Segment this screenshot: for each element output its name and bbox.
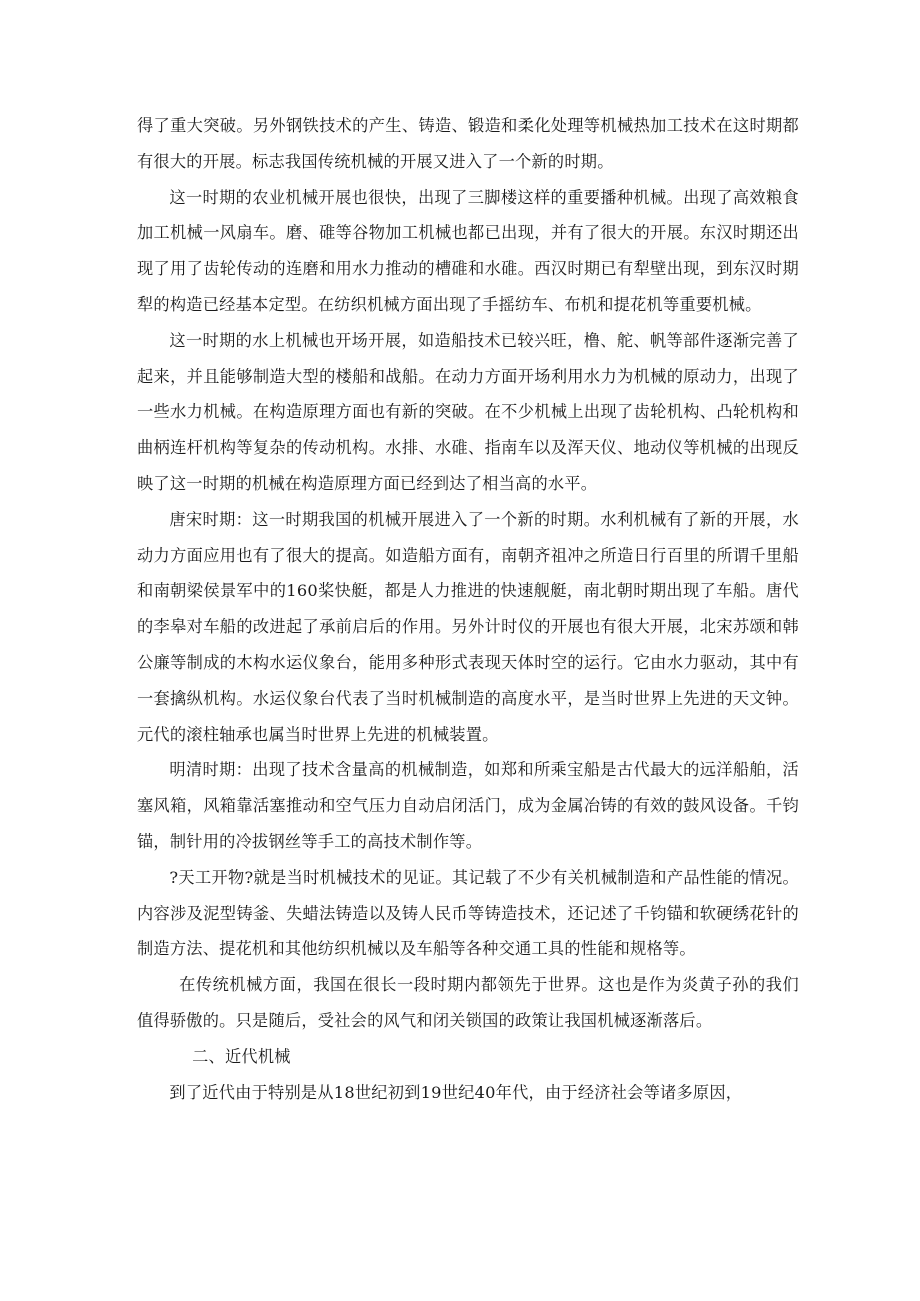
paragraph-summary: 在传统机械方面，我国在很长一段时期内都领先于世界。这也是作为炎黄子孙的我们值得骄傲的。只是随后，受社会的风气和闭关锁国的政策让我国机械逐渐落后。 [137, 975, 799, 1030]
paragraph-continuation: 得了重大突破。另外钢铁技术的产生、铸造、锻造和柔化处理等机械热加工技术在这时期都有很大的开展。标志我国传统机械的开展又进入了一个新的时期。 [137, 116, 799, 171]
paragraph-tang-song: 唐宋时期：这一时期我国的机械开展进入了一个新的时期。水利机械有了新的开展，水动力方面应用也有了很大的提高。如造船方面有，南朝齐祖冲之所造日行百里的所谓千里船和南朝梁侯景军中的160桨快艇，都是人力推进的快速舰艇，南北朝时期出现了车船。唐代的李皋对车船的改进起了承前启后的作用。另外计时仪的开展也有很大开展，北宋苏颂和韩公廉等制成的木构水运仪象台，能用多种形式表现天体时空的运行。它由水力驱动，其中有一套擒纵机构。水运仪象台代表了当时机械制造的高度水平，是当时世界上先进的天文钟。元代的滚柱轴承也属当时世界上先进的机械装置。 [137, 509, 799, 744]
document-body [137, 108, 799, 1110]
paragraph-water-machinery: 这一时期的水上机械也开场开展，如造船技术已较兴旺，橹、舵、帆等部件逐渐完善了起来，并且能够制造大型的楼船和战船。在动力方面开场利用水力为机械的原动力，出现了一些水力机械。在构造原理方面也有新的突破。在不少机械上出现了齿轮机构、凸轮机构和曲柄连杆机构等复杂的传动机构。水排、水碓、指南车以及浑天仪、地动仪等机械的出现反映了这一时期的机械在构造原理方面已经到达了相当高的水平。 [137, 330, 799, 493]
paragraph-ming-qing: 明清时期：出现了技术含量高的机械制造，如郑和所乘宝船是古代最大的远洋船舶，活塞风箱，风箱靠活塞推动和空气压力自动启闭活门，成为金属冶铸的有效的鼓风设备。千钧锚，制针用的冷拔钢丝等手工的高技术制作等。 [137, 760, 799, 851]
section-heading-modern-machinery: 二、近代机械 [192, 1046, 291, 1066]
paragraph-agriculture: 这一时期的农业机械开展也很快，出现了三脚楼这样的重要播种机械。出现了高效粮食加工机械一风扇车。磨、碓等谷物加工机械也都已出现，并有了很大的开展。东汉时期还出现了用了齿轮传动的连磨和用水力推动的槽碓和水碓。西汉时期已有犁壁出现，到东汉时期犁的构造已经基本定型。在纺织机械方面出现了手摇纺车、布机和提花机等重要机械。 [137, 187, 799, 314]
paragraph-tiangong-kaiwu: ?天工开物?就是当时机械技术的见证。其记载了不少有关机械制造和产品性能的情况。内容涉及泥型铸釜、失蜡法铸造以及铸人民币等铸造技术，还记述了千钧锚和软硬绣花针的制造方法、提花机和其他纺织机械以及车船等各种交通工具的性能和规格等。 [137, 867, 799, 959]
paragraph-modern: 到了近代由于特别是从18世纪初到19世纪40年代，由于经济社会等诸多原因， [169, 1082, 743, 1102]
